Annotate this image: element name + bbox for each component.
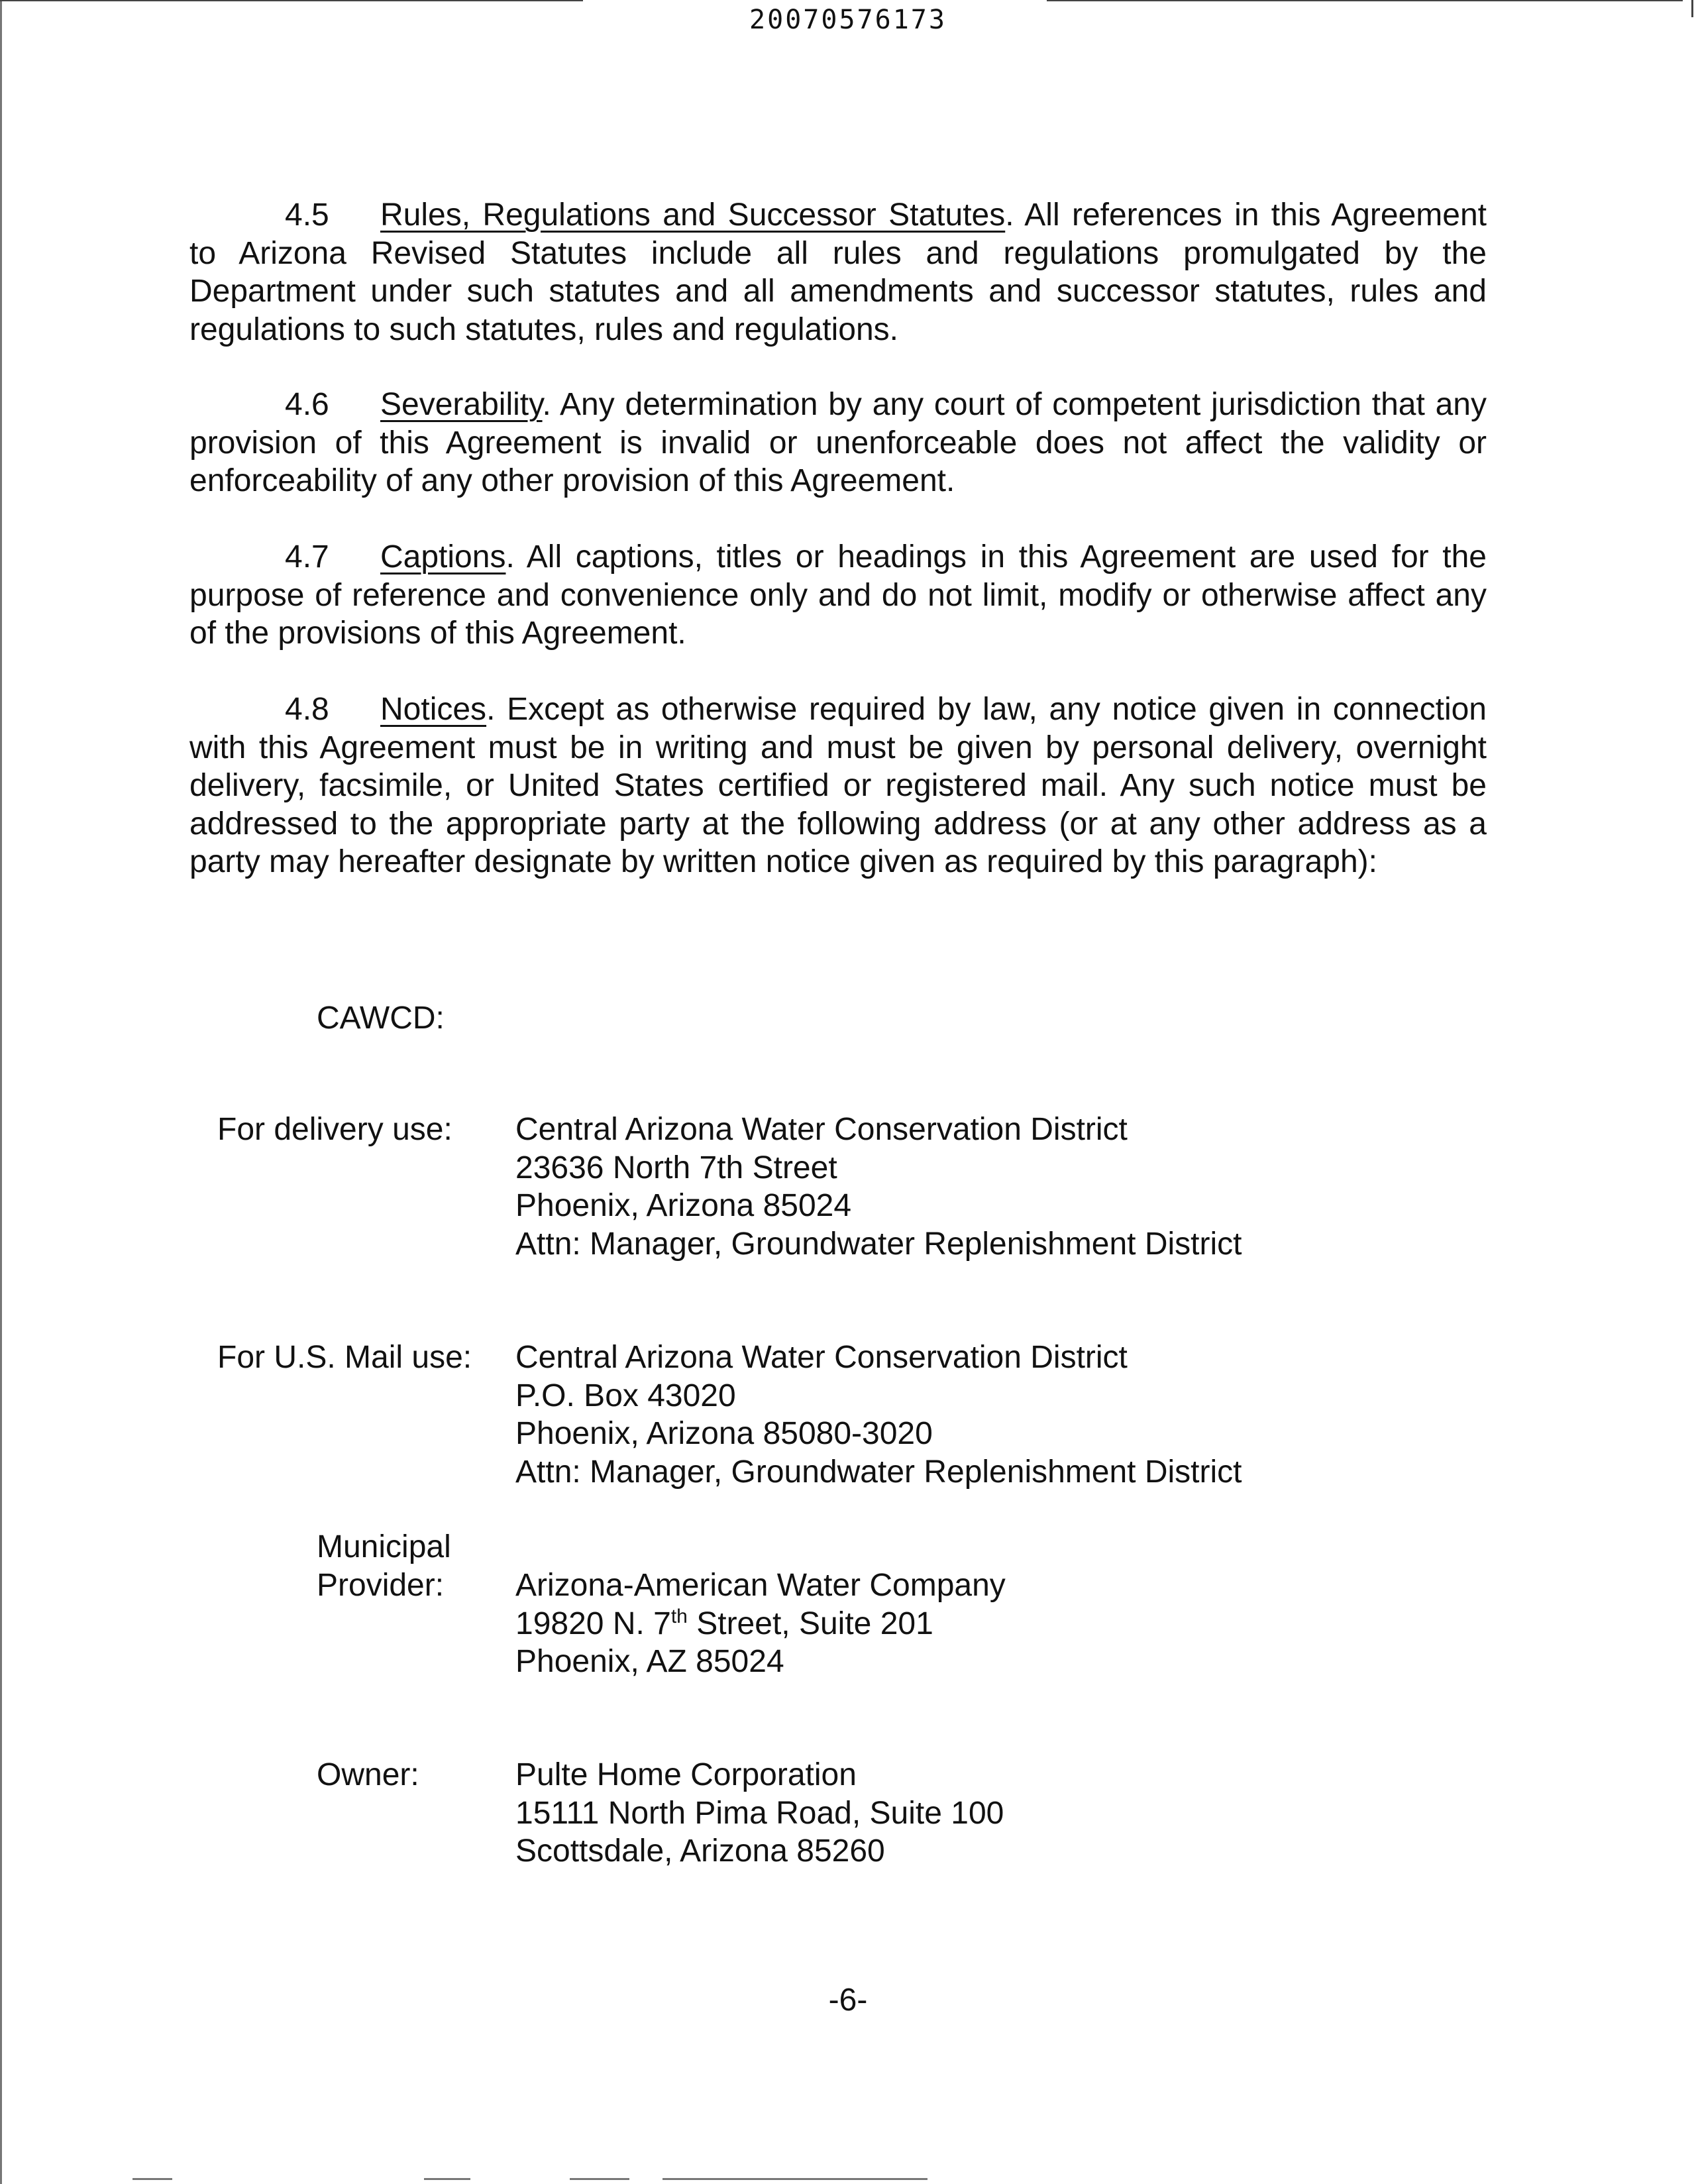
address-line bbox=[515, 1605, 1006, 1643]
municipal-label bbox=[317, 1528, 451, 1604]
address-line: Phoenix, AZ 85024 bbox=[515, 1644, 784, 1679]
section-title: Severability bbox=[380, 387, 543, 422]
section-text: . All captions, titles or headings in this Agreement are used for the purpose of reference and convenience only and do not limit, modify or otherwise affect any of the provisions of this Agreement. bbox=[189, 539, 1487, 651]
section-title: Rules, Regulations and Successor Statutes bbox=[380, 197, 1006, 233]
section-4-7 bbox=[189, 538, 1487, 653]
document-number: 20070576173 bbox=[749, 5, 947, 35]
mail-address bbox=[515, 1338, 1242, 1491]
street-rest: Street, Suite 201 bbox=[687, 1606, 933, 1641]
page-number: -6- bbox=[828, 1983, 868, 2018]
owner-label: Owner: bbox=[317, 1757, 419, 1792]
section-number: 4.6 bbox=[285, 387, 329, 422]
address-line: Central Arizona Water Conservation District bbox=[515, 1340, 1128, 1375]
section-text: . Any determination by any court of competent jurisdiction that any provision of this Agreement is invalid or unenforceable does not affect the validity or enforceability of any other provision of this Agreement. bbox=[189, 387, 1487, 498]
section-number: 4.8 bbox=[285, 692, 329, 727]
address-line: Scottsdale, Arizona 85260 bbox=[515, 1833, 885, 1869]
address-line: Phoenix, Arizona 85080-3020 bbox=[515, 1416, 933, 1451]
address-line: P.O. Box 43020 bbox=[515, 1378, 736, 1413]
address-line: 15111 North Pima Road, Suite 100 bbox=[515, 1795, 1004, 1831]
address-line: Attn: Manager, Groundwater Replenishment District bbox=[515, 1454, 1242, 1490]
scan-edge-bottom bbox=[662, 2178, 928, 2180]
section-number: 4.7 bbox=[285, 539, 329, 574]
municipal-label-line: Provider: bbox=[317, 1567, 445, 1603]
scan-edge-bottom bbox=[570, 2178, 629, 2180]
section-title: Notices bbox=[380, 692, 487, 727]
address-line: Central Arizona Water Conservation District bbox=[515, 1112, 1128, 1147]
street-number: 19820 N. 7 bbox=[515, 1606, 671, 1641]
section-4-6 bbox=[189, 386, 1487, 500]
section-4-5 bbox=[189, 196, 1487, 349]
cawcd-label: CAWCD: bbox=[317, 1001, 445, 1036]
address-line: Arizona-American Water Company bbox=[515, 1568, 1006, 1603]
delivery-label: For delivery use: bbox=[217, 1112, 452, 1147]
section-text: . All references in this Agreement to Arizona Revised Statutes include all rules and regulations promulgated by the Department under such statutes and all amendments and successor statutes, rules and regulations to such statutes, rules and regulations. bbox=[189, 197, 1487, 347]
section-text: . Except as otherwise required by law, any notice given in connection with this Agreement must be in writing and must be given by personal delivery, overnight delivery, facsimile, or United States certified or registered mail. Any such notice must be addressed to the appropriate party at the following address (or at any other address as a party may hereafter designate by written notice given as required by this paragraph): bbox=[189, 692, 1487, 879]
address-line: 23636 North 7th Street bbox=[515, 1150, 837, 1185]
ordinal-suffix: th bbox=[670, 1605, 688, 1627]
owner-address bbox=[515, 1756, 1004, 1871]
address-line: Phoenix, Arizona 85024 bbox=[515, 1188, 852, 1223]
municipal-label-line: Municipal bbox=[317, 1529, 451, 1564]
municipal-address bbox=[515, 1566, 1006, 1681]
mail-label: For U.S. Mail use: bbox=[217, 1340, 472, 1375]
section-title: Captions bbox=[380, 539, 506, 574]
section-number: 4.5 bbox=[285, 197, 329, 233]
scan-edge-bottom bbox=[424, 2178, 470, 2180]
address-line: Attn: Manager, Groundwater Replenishment District bbox=[515, 1226, 1242, 1262]
scan-edge-bottom bbox=[132, 2178, 172, 2180]
scan-edge-left bbox=[0, 0, 2, 2184]
section-4-8 bbox=[189, 690, 1487, 881]
address-line: Pulte Home Corporation bbox=[515, 1757, 857, 1792]
delivery-address bbox=[515, 1111, 1242, 1263]
